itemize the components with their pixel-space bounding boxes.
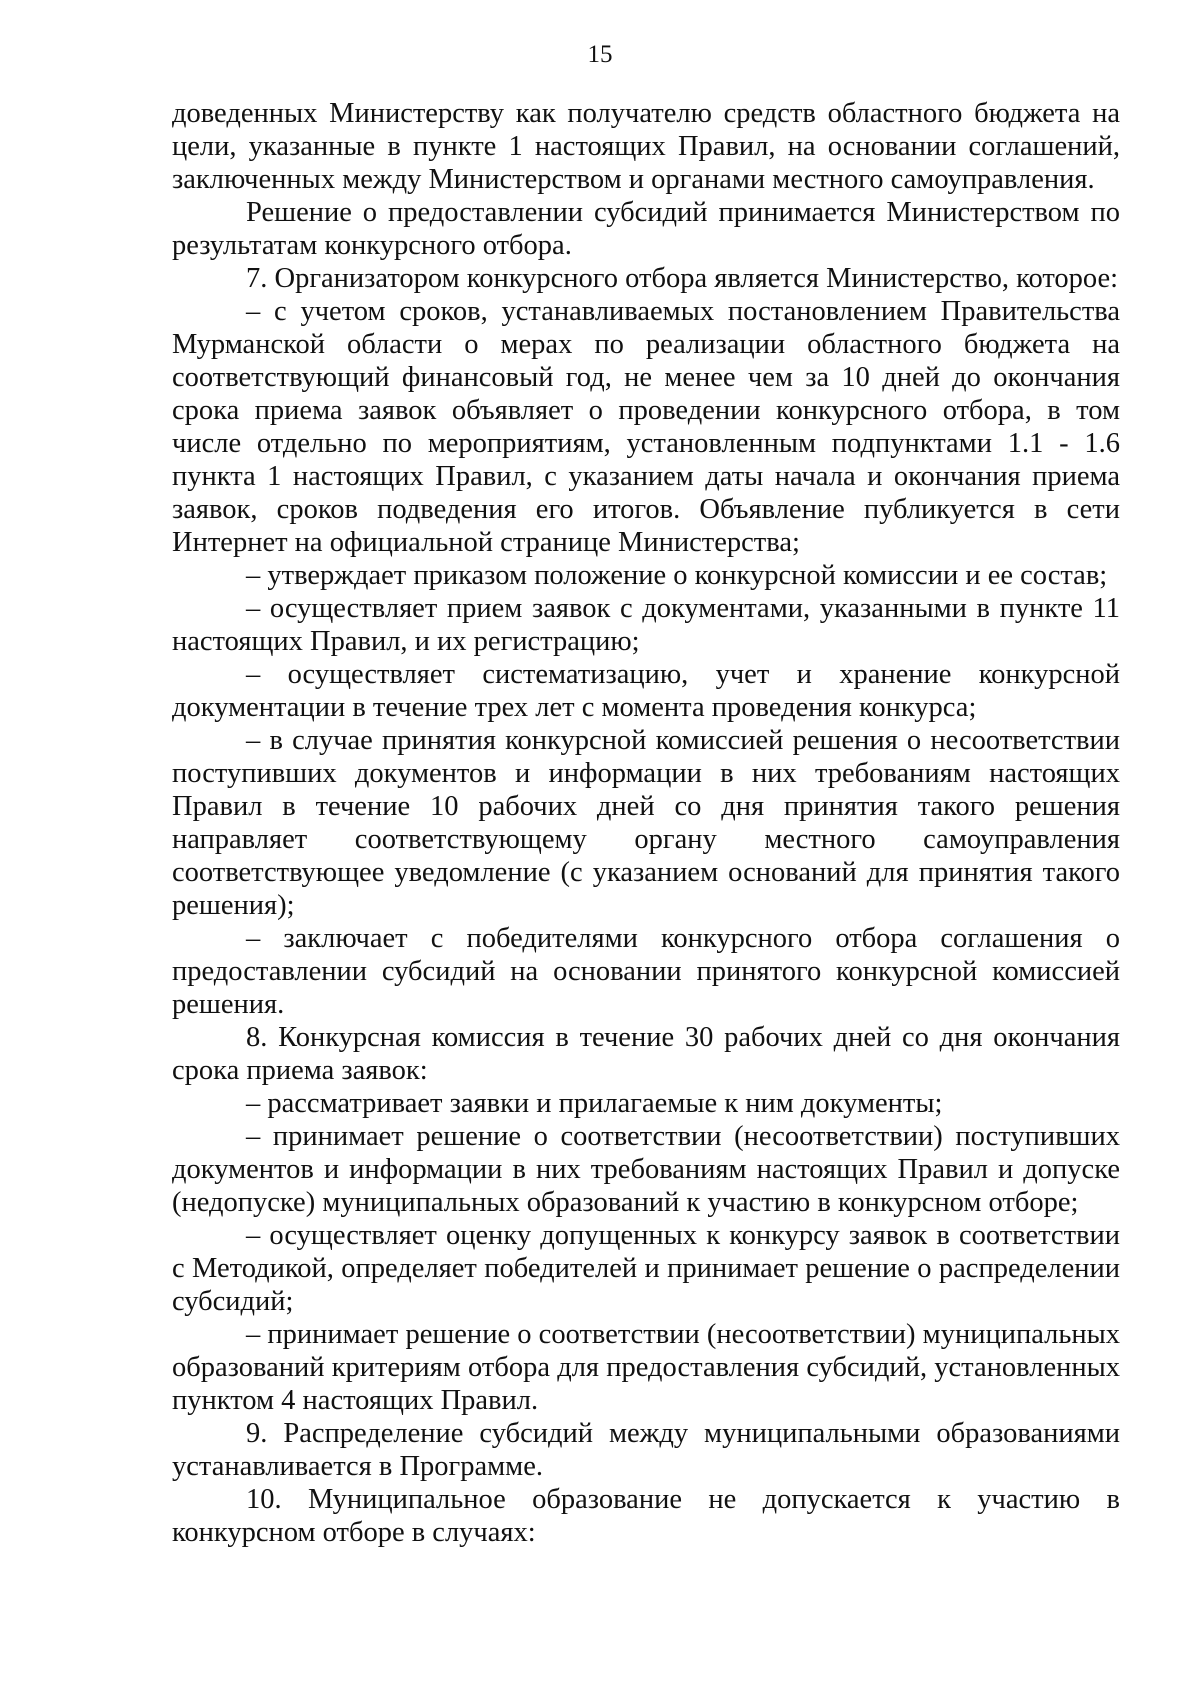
list-item: – осуществляет прием заявок с документами, указанными в пункте 11 настоящих Правил, и их регистрацию; (172, 593, 1120, 657)
list-item: – рассматривает заявки и прилагаемые к ним документы; (246, 1088, 943, 1119)
list-item: – с учетом сроков, устанавливаемых постановлением Правительства Мурманской области о мерах по реализации областного бюджета на соответствующий финансовый год, не менее чем за 10 дней до окончания срока приема заявок объявляет о проведении конкурсного отбора, в том числе отдельно по мероприятиям, установленным подпунктами 1.1 - 1.6 пункта 1 настоящих Правил, с указанием даты начала и окончания приема заявок, сроков подведения его итогов. Объявление публикуется в сети Интернет на официальной странице Министерства; (172, 296, 1120, 558)
clause-10: 10. Муниципальное образование не допускается к участию в конкурсном отборе в случаях: (172, 1484, 1120, 1548)
list-item: – осуществляет оценку допущенных к конкурсу заявок в соответствии с Методикой, определяет победителей и принимает решение о распределении субсидий; (172, 1220, 1120, 1317)
list-item: – принимает решение о соответствии (несоответствии) муниципальных образований критериям отбора для предоставления субсидий, установленных пунктом 4 настоящих Правил. (172, 1319, 1120, 1416)
clause-9: 9. Распределение субсидий между муниципальными образованиями устанавливается в Программе. (172, 1418, 1120, 1482)
list-item: – принимает решение о соответствии (несоответствии) поступивших документов и информации в них требованиям настоящих Правил и допуске (недопуске) муниципальных образований к участию в конкурсном отборе; (172, 1121, 1120, 1218)
list-item: – заключает с победителями конкурсного отбора соглашения о предоставлении субсидий на основании принятого конкурсной комиссией решения. (172, 923, 1120, 1020)
clause-7-heading: 7. Организатором конкурсного отбора является Министерство, которое: (246, 263, 1119, 294)
page-number: 15 (587, 41, 613, 68)
list-item: – утверждает приказом положение о конкурсной комиссии и ее состав; (246, 560, 1108, 591)
list-item: – в случае принятия конкурсной комиссией решения о несоответствии поступивших документов и информации в них требованиям настоящих Правил в течение 10 рабочих дней со дня принятия такого решения направляет соответствующему органу местного самоуправления соответствующее уведомление (с указанием оснований для принятия такого решения); (172, 725, 1120, 921)
paragraph: доведенных Министерству как получателю средств областного бюджета на цели, указанные в пункте 1 настоящих Правил, на основании соглашений, заключенных между Министерством и органами местного самоуправления. (172, 98, 1120, 195)
list-item: – осуществляет систематизацию, учет и хранение конкурсной документации в течение трех лет с момента проведения конкурса; (172, 659, 1120, 723)
document-body (172, 97, 1120, 1549)
clause-8-heading: 8. Конкурсная комиссия в течение 30 рабочих дней со дня окончания срока приема заявок: (172, 1022, 1120, 1086)
paragraph: Решение о предоставлении субсидий принимается Министерством по результатам конкурсного отбора. (172, 197, 1120, 261)
